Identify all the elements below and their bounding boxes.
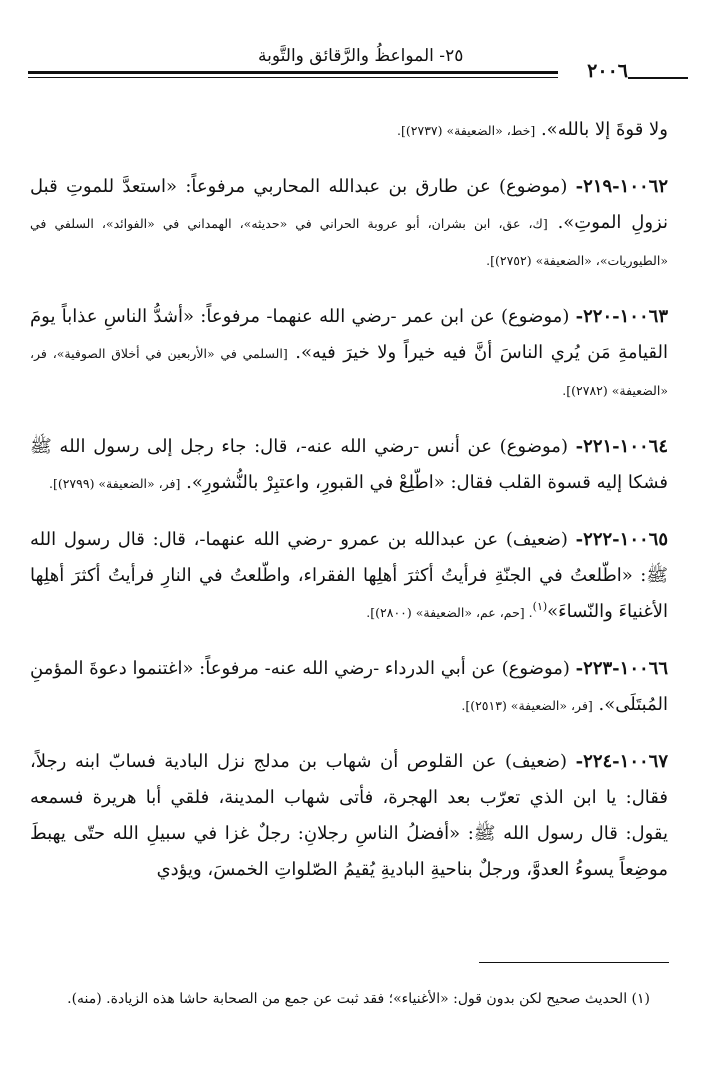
header-rule-short [628,77,688,79]
hadith-entry [30,429,668,502]
hadith-number: ١٠٠٦٧-٢٢٤- [575,751,668,772]
hadith-source: [فر، «الضعيفة» (٢٧٩٩)]. [48,476,181,491]
hadith-entry [30,522,668,631]
hadith-entry [30,744,668,888]
header-rule-thin [28,77,558,78]
hadith-number: ١٠٠٦٣-٢٢٠- [575,306,668,327]
hadith-entry [30,651,668,724]
hadith-number: ١٠٠٦٤-٢٢١- [575,436,668,457]
hadith-entry [30,169,668,279]
hadith-number: ١٠٠٦٥-٢٢٢- [575,529,668,550]
footnote-reference[interactable]: (١) [532,600,548,613]
hadith-number: ١٠٠٦٢-٢١٩- [575,176,668,197]
page-header [28,44,688,84]
hadith-source: [السلمي في «الأربعين في أخلاق الصوفية»، فر، «الضعيفة» (٢٧٨٢)]. [30,346,668,398]
chapter-title: ٢٥- المواعظُ والرَّقائق والتَّوبة [258,46,464,66]
page-body [30,112,668,908]
hadith-text: (موضوع) عن ابن عمر -رضي الله عنهما- مرفوعاً: «أشدُّ الناسِ عذاباً يومَ القيامةِ مَن يُري الناسَ أنَّ فيه خيراً ولا خيرَ فيه». [30,306,668,363]
hadith-source: . [حم، عم، «الضعيفة» (٢٨٠٠)]. [366,605,533,620]
hadith-text: (موضوع) عن أبي الدرداء -رضي الله عنه- مرفوعاً: «اغتنموا دعوةَ المؤمنِ المُبتَلَى». [30,658,668,715]
hadith-text: (موضوع) عن طارق بن عبدالله المحاربي مرفوعاً: «استعدَّ للموتِ قبل نزولِ الموتِ». [30,176,668,233]
hadith-source: [خط، «الضعيفة» (٢٧٣٧)]. [397,123,536,138]
hadith-text: ولا قوةَ إلا بالله». [540,119,668,140]
footnote: (١) الحديث صحيح لكن بدون قول: «الأغنياء»؛ فقد ثبت عن جمع من الصحابة حاشا هذه الزيادة. (منه). [67,991,650,1007]
hadith-entry [30,112,668,149]
page-number: ٢٠٠٦ [587,60,628,82]
header-rule-thick [28,71,558,74]
hadith-source: [فر، «الضعيفة» (٢٥١٣)]. [461,698,593,713]
hadith-text: (ضعيف) عن عبدالله بن عمرو -رضي الله عنهما-، قال: قال رسول الله ﷺ: «اطّلعتُ في الجنّةِ فرأيتُ أكثرَ أهلِها الفقراء، واطّلعتُ في النارِ فرأيتُ أكثرَ أهلِها الأغنياءَ والنّساءَ» [30,529,669,622]
hadith-source: [ك، عق، ابن بشران، أبو عروبة الحراني في «حديثه»، الهمداني في «الفوائد»، السلفي في «الطيوريات»، «الضعيفة» (٢٧٥٢)]. [30,216,668,268]
hadith-text: (ضعيف) عن القلوص أن شهاب بن مدلج نزل البادية فسابّ ابنه رجلاً، فقال: يا ابن الذي تعرّب بعد الهجرة، فأتى شهاب المدينة، فلقي أبا هريرة فسمعه يقول: قال رسول الله ﷺ: «أفضلُ الناسِ رجلانِ: رجلٌ غزا في سبيلِ الله حتّى يهبطَ موضِعاً يسوءُ العدوَّ، ورجلٌ بناحيةِ الباديةِ يُقيمُ الصّلواتِ الخمسَ، ويؤدي [30,751,668,880]
hadith-entry [30,299,668,409]
hadith-text: (موضوع) عن أنس -رضي الله عنه-، قال: جاء رجل إلى رسول الله ﷺ فشكا إليه قسوة القلب فقال: «اطّلِعْ في القبورِ، واعتبِرْ بالنُّشورِ». [30,436,668,493]
hadith-number: ١٠٠٦٦-٢٢٣- [575,658,668,679]
footnote-separator [479,962,669,963]
